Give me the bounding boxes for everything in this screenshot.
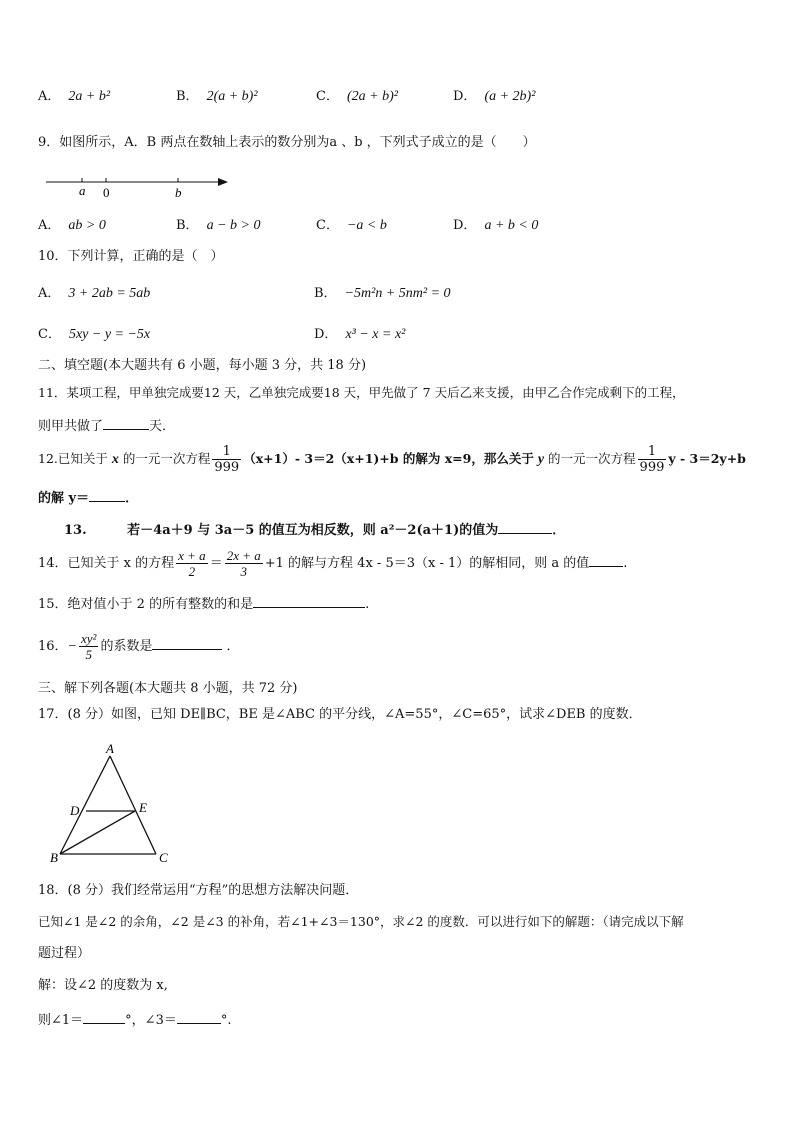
q8-option-b-expr: 2(a + b)²: [206, 89, 258, 104]
q16-fraction: $\frac{\text{xy²}}{5}$: [81, 631, 97, 662]
q12-fraction-1: $\frac{1}{999}$: [214, 444, 240, 475]
q17-triangle-figure: [46, 742, 186, 864]
vertex-b-label: B: [50, 850, 58, 864]
q18-line2: 已知∠1 是∠2 的余角，∠2 是∠3 的补角，若∠1+∠3＝130°，求∠2 的度数．可以进行如下的解题：（请完成以下解: [38, 914, 684, 929]
q11-line2: 则甲共做了 天．: [38, 415, 175, 436]
q9-stem: 9．如图所示，A．B 两点在数轴上表示的数分别为a 、b ，下列式子成立的是（ ）: [38, 135, 536, 150]
q9-option-a: A． ab > 0: [38, 218, 106, 233]
vertex-d-label: D: [70, 803, 80, 818]
q8-option-c-expr: (2a + b)²: [346, 89, 398, 104]
q10-option-d: D． x³ − x = x²: [314, 327, 406, 342]
number-line-arrow-icon: [218, 178, 228, 186]
q10-option-c: C． 5xy − y = −5x: [38, 327, 151, 342]
q18-angle3-blank[interactable]: [177, 1009, 221, 1024]
label-a: a: [79, 183, 86, 198]
q15: 15．绝对值小于 2 的所有整数的和是 .: [38, 593, 369, 614]
q14: 14．已知关于 x 的方程 $\frac{x + a}{2}$ ＝ $\frac{2x + a}{3}$ +1 的解与方程 4x - 5＝3（x - 1）的解相同，则 a 的值 .: [38, 548, 628, 579]
q9-number-line: [44, 170, 244, 200]
q13: 13. 若－4a＋9 与 3a－5 的值互为相反数，则 a²－2(a＋1)的值为 ．: [64, 519, 565, 540]
section-2-heading: 二、填空题(本大题共有 6 小题，每小题 3 分，共 18 分): [38, 358, 367, 373]
q14-fraction-left: $\frac{x + a}{2}$: [178, 548, 206, 579]
segment-ac: [110, 756, 156, 854]
q18-line1: 18．(8 分）我们经常运用“方程”的思想方法解决问题．: [38, 883, 359, 898]
q16: 16．− $\frac{\text{xy²}}{5}$ 的系数是 ．: [38, 631, 240, 662]
q14-answer-blank[interactable]: [589, 552, 623, 567]
q10-option-a: A． 3 + 2ab = 5ab: [38, 286, 151, 301]
label-0: 0: [103, 185, 110, 200]
q8-option-d-expr: (a + 2b)²: [484, 89, 536, 104]
q13-answer-blank[interactable]: [498, 519, 552, 534]
q10-option-b: B． −5m²n + 5nm² = 0: [314, 286, 451, 301]
q15-answer-blank[interactable]: [253, 593, 365, 608]
q17-stem: 17．(8 分）如图，已知 DE∥BC，BE 是∠ABC 的平分线，∠A=55°，∠C=65°，试求∠DEB 的度数．: [38, 707, 642, 722]
q18-line5: 则∠1＝ °，∠3＝ °.: [38, 1009, 231, 1030]
q8-option-a: A． 2a + b²: [38, 89, 111, 104]
q12-answer-blank[interactable]: [89, 487, 125, 502]
q10-stem: 10．下列计算，正确的是（ ）: [38, 249, 224, 264]
q8-option-b: B． 2(a + b)²: [176, 89, 258, 104]
q11-answer-blank[interactable]: [103, 415, 149, 430]
q9-option-d: D． a + b < 0: [453, 218, 539, 233]
q8-option-d: D． (a + 2b)²: [453, 89, 536, 104]
q12-line2: 的解 y＝ ．: [38, 487, 138, 508]
q18-line3: 题过程）: [38, 946, 91, 961]
q9-option-c: C． −a < b: [316, 218, 387, 233]
q9-option-b: B． a − b > 0: [176, 218, 261, 233]
q8-option-c: C． (2a + b)²: [316, 89, 398, 104]
q11-line1: 11．某项工程，甲单独完成要12 天，乙单独完成要18 天，甲先做了 7 天后乙来支援，由甲乙合作完成剩下的工程，: [38, 385, 685, 400]
q16-answer-blank[interactable]: [152, 635, 222, 650]
label-b: b: [175, 185, 182, 200]
q14-fraction-right: $\frac{2x + a}{3}$: [226, 548, 261, 579]
vertex-c-label: C: [159, 850, 168, 864]
q18-line4: 解：设∠2 的度数为 x,: [38, 978, 168, 993]
vertex-e-label: E: [139, 800, 147, 815]
q18-angle1-blank[interactable]: [83, 1009, 125, 1024]
q8-option-a-expr: 2a + b²: [68, 89, 111, 104]
q12-line1: 12.已知关于 x 的一元一次方程 $\frac{1}{999}$ （x+1）- 3＝2（x+1)+b 的解为 x=9，那么关于 y 的一元一次方程 $\frac{1}{999}$ y - 3＝2y+b: [38, 444, 746, 475]
section-3-heading: 三、解下列各题(本大题共 8 小题，共 72 分): [38, 681, 298, 696]
vertex-a-label: A: [106, 742, 114, 756]
q12-fraction-2: $\frac{1}{999}$: [639, 444, 665, 475]
